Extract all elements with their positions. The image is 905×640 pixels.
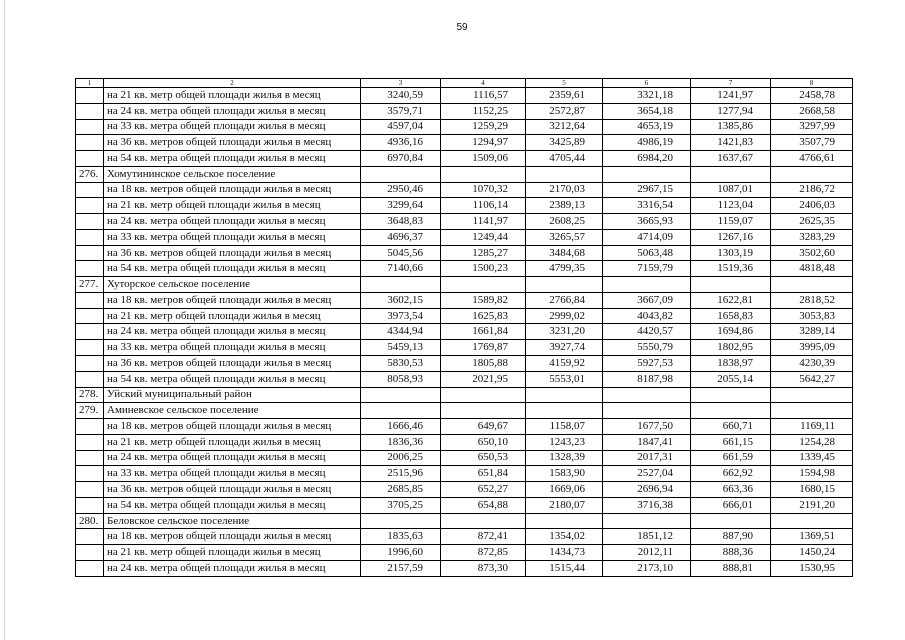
value-cell-col-8: 1369,51 — [771, 529, 853, 545]
row-number-cell — [76, 497, 104, 513]
value-cell-col-3: 2515,96 — [361, 466, 441, 482]
value-cell-col-3: 7140,66 — [361, 261, 441, 277]
value-cell-col-3: 4597,04 — [361, 119, 441, 135]
row-label-cell: на 24 кв. метра общей площади жилья в месяц — [104, 214, 361, 230]
row-number-cell — [76, 529, 104, 545]
value-cell-col-8 — [771, 277, 853, 293]
row-number-cell — [76, 450, 104, 466]
value-cell-col-4: 652,27 — [441, 482, 526, 498]
value-cell-col-4: 1116,57 — [441, 88, 526, 104]
value-cell-col-5: 2180,07 — [526, 497, 603, 513]
table-row — [76, 261, 853, 277]
column-header-1: 1 — [76, 79, 104, 88]
table-row — [76, 119, 853, 135]
value-cell-col-3 — [361, 277, 441, 293]
value-cell-col-4: 1769,87 — [441, 340, 526, 356]
row-number-cell — [76, 560, 104, 576]
row-number-cell: 277. — [76, 277, 104, 293]
row-number-cell — [76, 229, 104, 245]
value-cell-col-5: 2359,61 — [526, 88, 603, 104]
row-label-cell: на 54 кв. метра общей площади жилья в месяц — [104, 261, 361, 277]
value-cell-col-4 — [441, 166, 526, 182]
value-cell-col-4: 649,67 — [441, 419, 526, 435]
row-label-cell: на 54 кв. метра общей площади жилья в месяц — [104, 151, 361, 167]
value-cell-col-5: 3231,20 — [526, 324, 603, 340]
table-row — [76, 560, 853, 576]
table-row — [76, 324, 853, 340]
value-cell-col-5 — [526, 277, 603, 293]
value-cell-col-4 — [441, 387, 526, 403]
value-cell-col-6: 5550,79 — [603, 340, 691, 356]
value-cell-col-6: 4714,09 — [603, 229, 691, 245]
value-cell-col-3 — [361, 387, 441, 403]
value-cell-col-8: 2186,72 — [771, 182, 853, 198]
value-cell-col-6: 1847,41 — [603, 434, 691, 450]
value-cell-col-7: 661,59 — [691, 450, 771, 466]
value-cell-col-4 — [441, 403, 526, 419]
row-label-cell: на 33 кв. метра общей площади жилья в месяц — [104, 340, 361, 356]
section-row — [76, 277, 853, 293]
row-label-cell: на 18 кв. метров общей площади жилья в месяц — [104, 292, 361, 308]
table-row — [76, 103, 853, 119]
value-cell-col-8: 1594,98 — [771, 466, 853, 482]
row-number-cell: 278. — [76, 387, 104, 403]
value-cell-col-5: 3927,74 — [526, 340, 603, 356]
value-cell-col-3: 1666,46 — [361, 419, 441, 435]
value-cell-col-8: 1254,28 — [771, 434, 853, 450]
value-cell-col-4: 872,41 — [441, 529, 526, 545]
value-cell-col-5: 1328,39 — [526, 450, 603, 466]
column-number-header-row — [76, 79, 853, 88]
table-row — [76, 340, 853, 356]
row-number-cell: 280. — [76, 513, 104, 529]
value-cell-col-7 — [691, 403, 771, 419]
value-cell-col-8: 1169,11 — [771, 419, 853, 435]
column-header-8: 8 — [771, 79, 853, 88]
value-cell-col-6: 5927,53 — [603, 356, 691, 372]
row-number-cell — [76, 545, 104, 561]
value-cell-col-7 — [691, 166, 771, 182]
value-cell-col-7 — [691, 277, 771, 293]
value-cell-col-8: 2818,52 — [771, 292, 853, 308]
row-number-cell — [76, 356, 104, 372]
table-row — [76, 229, 853, 245]
value-cell-col-7: 1519,36 — [691, 261, 771, 277]
value-cell-col-7: 1694,86 — [691, 324, 771, 340]
value-cell-col-4: 1070,32 — [441, 182, 526, 198]
value-cell-col-8: 3502,60 — [771, 245, 853, 261]
value-cell-col-8: 1530,95 — [771, 560, 853, 576]
value-cell-col-5: 4159,92 — [526, 356, 603, 372]
value-cell-col-8: 4230,39 — [771, 356, 853, 372]
value-cell-col-4: 1805,88 — [441, 356, 526, 372]
table-row — [76, 466, 853, 482]
value-cell-col-5: 3265,57 — [526, 229, 603, 245]
row-number-cell — [76, 214, 104, 230]
row-number-cell — [76, 419, 104, 435]
row-label-cell: на 36 кв. метров общей площади жилья в месяц — [104, 135, 361, 151]
value-cell-col-6: 1851,12 — [603, 529, 691, 545]
value-cell-col-5 — [526, 387, 603, 403]
row-label-cell: на 33 кв. метра общей площади жилья в месяц — [104, 229, 361, 245]
value-cell-col-4: 1285,27 — [441, 245, 526, 261]
value-cell-col-8 — [771, 403, 853, 419]
value-cell-col-4: 2021,95 — [441, 371, 526, 387]
table-body — [76, 88, 853, 577]
section-title-cell: Аминевское сельское поселение — [104, 403, 361, 419]
value-cell-col-6 — [603, 387, 691, 403]
row-label-cell: на 21 кв. метр общей площади жилья в месяц — [104, 308, 361, 324]
value-cell-col-5: 4705,44 — [526, 151, 603, 167]
row-label-cell: на 24 кв. метра общей площади жилья в месяц — [104, 103, 361, 119]
value-cell-col-4: 1249,44 — [441, 229, 526, 245]
value-cell-col-3: 3602,15 — [361, 292, 441, 308]
value-cell-col-6: 4653,19 — [603, 119, 691, 135]
value-cell-col-4: 1500,23 — [441, 261, 526, 277]
table-row — [76, 198, 853, 214]
column-header-7: 7 — [691, 79, 771, 88]
table-row — [76, 497, 853, 513]
value-cell-col-5 — [526, 513, 603, 529]
value-cell-col-5: 1669,06 — [526, 482, 603, 498]
value-cell-col-6: 3654,18 — [603, 103, 691, 119]
row-number-cell — [76, 245, 104, 261]
row-label-cell: на 54 кв. метра общей площади жилья в месяц — [104, 497, 361, 513]
value-cell-col-5: 1515,44 — [526, 560, 603, 576]
column-header-4: 4 — [441, 79, 526, 88]
value-cell-col-7: 1277,94 — [691, 103, 771, 119]
value-cell-col-4: 1259,29 — [441, 119, 526, 135]
row-label-cell: на 18 кв. метров общей площади жилья в месяц — [104, 419, 361, 435]
column-header-2: 2 — [104, 79, 361, 88]
value-cell-col-3 — [361, 403, 441, 419]
value-cell-col-3: 4936,16 — [361, 135, 441, 151]
value-cell-col-6: 2967,15 — [603, 182, 691, 198]
value-cell-col-3: 2685,85 — [361, 482, 441, 498]
table-row — [76, 292, 853, 308]
value-cell-col-6: 6984,20 — [603, 151, 691, 167]
value-cell-col-3: 2950,46 — [361, 182, 441, 198]
row-label-cell: на 21 кв. метр общей площади жилья в месяц — [104, 198, 361, 214]
value-cell-col-4: 873,30 — [441, 560, 526, 576]
value-cell-col-8: 3053,83 — [771, 308, 853, 324]
value-cell-col-4: 1661,84 — [441, 324, 526, 340]
value-cell-col-5: 1354,02 — [526, 529, 603, 545]
value-cell-col-5 — [526, 403, 603, 419]
table-row — [76, 482, 853, 498]
value-cell-col-6: 4420,57 — [603, 324, 691, 340]
section-row — [76, 513, 853, 529]
value-cell-col-7: 1303,19 — [691, 245, 771, 261]
value-cell-col-4: 650,10 — [441, 434, 526, 450]
value-cell-col-8: 1339,45 — [771, 450, 853, 466]
value-cell-col-7: 661,15 — [691, 434, 771, 450]
row-number-cell — [76, 151, 104, 167]
value-cell-col-5: 2389,13 — [526, 198, 603, 214]
value-cell-col-3: 3579,71 — [361, 103, 441, 119]
section-title-cell: Уйский муниципальный район — [104, 387, 361, 403]
value-cell-col-6 — [603, 166, 691, 182]
value-cell-col-8: 4766,61 — [771, 151, 853, 167]
value-cell-col-7: 1385,86 — [691, 119, 771, 135]
row-label-cell: на 36 кв. метров общей площади жилья в месяц — [104, 356, 361, 372]
row-label-cell: на 36 кв. метров общей площади жилья в месяц — [104, 482, 361, 498]
value-cell-col-4: 1294,97 — [441, 135, 526, 151]
value-cell-col-7 — [691, 513, 771, 529]
value-cell-col-6: 2012,11 — [603, 545, 691, 561]
section-title-cell: Хуторское сельское поселение — [104, 277, 361, 293]
table-row — [76, 245, 853, 261]
table-row — [76, 450, 853, 466]
value-cell-col-3: 3973,54 — [361, 308, 441, 324]
table-row — [76, 371, 853, 387]
value-cell-col-3: 3299,64 — [361, 198, 441, 214]
table-row — [76, 419, 853, 435]
value-cell-col-5: 1158,07 — [526, 419, 603, 435]
table-row — [76, 308, 853, 324]
value-cell-col-7: 1802,95 — [691, 340, 771, 356]
value-cell-col-3: 2006,25 — [361, 450, 441, 466]
row-number-cell — [76, 103, 104, 119]
value-cell-col-8 — [771, 166, 853, 182]
row-label-cell: на 54 кв. метра общей площади жилья в месяц — [104, 371, 361, 387]
value-cell-col-7: 663,36 — [691, 482, 771, 498]
value-cell-col-6: 3321,18 — [603, 88, 691, 104]
value-cell-col-6: 3665,93 — [603, 214, 691, 230]
value-cell-col-7: 888,81 — [691, 560, 771, 576]
row-label-cell: на 18 кв. метров общей площади жилья в месяц — [104, 182, 361, 198]
section-row — [76, 403, 853, 419]
value-cell-col-4 — [441, 277, 526, 293]
value-cell-col-5: 5553,01 — [526, 371, 603, 387]
value-cell-col-6: 4986,19 — [603, 135, 691, 151]
value-cell-col-7: 1658,83 — [691, 308, 771, 324]
value-cell-col-8: 2458,78 — [771, 88, 853, 104]
value-cell-col-6 — [603, 277, 691, 293]
value-cell-col-4: 1141,97 — [441, 214, 526, 230]
value-cell-col-3: 1836,36 — [361, 434, 441, 450]
value-cell-col-5: 1583,90 — [526, 466, 603, 482]
row-number-cell — [76, 198, 104, 214]
value-cell-col-7: 2055,14 — [691, 371, 771, 387]
row-number-cell — [76, 135, 104, 151]
row-number-cell — [76, 340, 104, 356]
table-row — [76, 214, 853, 230]
value-cell-col-5: 3212,64 — [526, 119, 603, 135]
value-cell-col-8: 3995,09 — [771, 340, 853, 356]
value-cell-col-6 — [603, 403, 691, 419]
value-cell-col-8: 1450,24 — [771, 545, 853, 561]
value-cell-col-3: 5045,56 — [361, 245, 441, 261]
value-cell-col-4: 651,84 — [441, 466, 526, 482]
column-header-3: 3 — [361, 79, 441, 88]
scan-edge-line — [4, 0, 5, 640]
value-cell-col-7: 660,71 — [691, 419, 771, 435]
value-cell-col-3: 3648,83 — [361, 214, 441, 230]
row-label-cell: на 24 кв. метра общей площади жилья в месяц — [104, 324, 361, 340]
value-cell-col-3 — [361, 166, 441, 182]
value-cell-col-4: 1509,06 — [441, 151, 526, 167]
value-cell-col-7: 1087,01 — [691, 182, 771, 198]
value-cell-col-5: 2766,84 — [526, 292, 603, 308]
price-table — [75, 78, 853, 577]
row-number-cell: 279. — [76, 403, 104, 419]
value-cell-col-6: 4043,82 — [603, 308, 691, 324]
value-cell-col-7: 888,36 — [691, 545, 771, 561]
value-cell-col-5: 4799,35 — [526, 261, 603, 277]
value-cell-col-8: 2668,58 — [771, 103, 853, 119]
section-row — [76, 166, 853, 182]
row-number-cell — [76, 119, 104, 135]
value-cell-col-4: 650,53 — [441, 450, 526, 466]
value-cell-col-7: 1421,83 — [691, 135, 771, 151]
row-number-cell — [76, 88, 104, 104]
value-cell-col-6: 1677,50 — [603, 419, 691, 435]
value-cell-col-7 — [691, 387, 771, 403]
value-cell-col-4: 654,88 — [441, 497, 526, 513]
value-cell-col-7: 666,01 — [691, 497, 771, 513]
value-cell-col-8: 2625,35 — [771, 214, 853, 230]
row-label-cell: на 33 кв. метра общей площади жилья в месяц — [104, 466, 361, 482]
value-cell-col-5: 3484,68 — [526, 245, 603, 261]
value-cell-col-8: 4818,48 — [771, 261, 853, 277]
value-cell-col-7: 887,90 — [691, 529, 771, 545]
value-cell-col-5: 2170,03 — [526, 182, 603, 198]
row-number-cell — [76, 292, 104, 308]
page-number: 59 — [456, 22, 468, 33]
value-cell-col-3: 3705,25 — [361, 497, 441, 513]
value-cell-col-6: 3716,38 — [603, 497, 691, 513]
value-cell-col-3: 5459,13 — [361, 340, 441, 356]
row-label-cell: на 36 кв. метров общей площади жилья в месяц — [104, 245, 361, 261]
value-cell-col-6: 7159,79 — [603, 261, 691, 277]
value-cell-col-3: 3240,59 — [361, 88, 441, 104]
column-header-6: 6 — [603, 79, 691, 88]
value-cell-col-3: 8058,93 — [361, 371, 441, 387]
value-cell-col-3: 1835,63 — [361, 529, 441, 545]
table-row — [76, 529, 853, 545]
row-number-cell — [76, 261, 104, 277]
value-cell-col-8: 1680,15 — [771, 482, 853, 498]
value-cell-col-6: 3667,09 — [603, 292, 691, 308]
column-header-5: 5 — [526, 79, 603, 88]
value-cell-col-3: 5830,53 — [361, 356, 441, 372]
value-cell-col-5: 1243,23 — [526, 434, 603, 450]
value-cell-col-3: 4696,37 — [361, 229, 441, 245]
value-cell-col-3: 6970,84 — [361, 151, 441, 167]
table-row — [76, 88, 853, 104]
value-cell-col-6: 3316,54 — [603, 198, 691, 214]
value-cell-col-4: 1152,25 — [441, 103, 526, 119]
value-cell-col-8: 3507,79 — [771, 135, 853, 151]
value-cell-col-4: 1589,82 — [441, 292, 526, 308]
value-cell-col-7: 1123,04 — [691, 198, 771, 214]
row-number-cell — [76, 434, 104, 450]
table-row — [76, 356, 853, 372]
row-label-cell: на 24 кв. метра общей площади жилья в месяц — [104, 560, 361, 576]
row-label-cell: на 33 кв. метра общей площади жилья в месяц — [104, 119, 361, 135]
value-cell-col-7: 662,92 — [691, 466, 771, 482]
value-cell-col-8: 2191,20 — [771, 497, 853, 513]
value-cell-col-3: 4344,94 — [361, 324, 441, 340]
value-cell-col-7: 1838,97 — [691, 356, 771, 372]
value-cell-col-3: 1996,60 — [361, 545, 441, 561]
value-cell-col-5 — [526, 166, 603, 182]
value-cell-col-4: 1106,14 — [441, 198, 526, 214]
value-cell-col-8 — [771, 513, 853, 529]
section-title-cell: Хомутининское сельское поселение — [104, 166, 361, 182]
value-cell-col-4: 872,85 — [441, 545, 526, 561]
value-cell-col-5: 2999,02 — [526, 308, 603, 324]
row-label-cell: на 18 кв. метров общей площади жилья в месяц — [104, 529, 361, 545]
value-cell-col-3 — [361, 513, 441, 529]
row-number-cell — [76, 182, 104, 198]
value-cell-col-6: 8187,98 — [603, 371, 691, 387]
value-cell-col-3: 2157,59 — [361, 560, 441, 576]
value-cell-col-8: 2406,03 — [771, 198, 853, 214]
value-cell-col-6: 2173,10 — [603, 560, 691, 576]
row-label-cell: на 21 кв. метр общей площади жилья в месяц — [104, 545, 361, 561]
section-row — [76, 387, 853, 403]
value-cell-col-8: 3283,29 — [771, 229, 853, 245]
value-cell-col-8: 3297,99 — [771, 119, 853, 135]
row-number-cell — [76, 466, 104, 482]
value-cell-col-7: 1159,07 — [691, 214, 771, 230]
value-cell-col-4 — [441, 513, 526, 529]
row-number-cell — [76, 324, 104, 340]
table-row — [76, 545, 853, 561]
table-row — [76, 135, 853, 151]
row-number-cell — [76, 308, 104, 324]
row-number-cell: 276. — [76, 166, 104, 182]
value-cell-col-6: 2527,04 — [603, 466, 691, 482]
value-cell-col-8: 3289,14 — [771, 324, 853, 340]
value-cell-col-5: 1434,73 — [526, 545, 603, 561]
value-cell-col-6: 2696,94 — [603, 482, 691, 498]
value-cell-col-8 — [771, 387, 853, 403]
value-cell-col-6: 2017,31 — [603, 450, 691, 466]
value-cell-col-7: 1637,67 — [691, 151, 771, 167]
value-cell-col-7: 1241,97 — [691, 88, 771, 104]
row-label-cell: на 24 кв. метра общей площади жилья в месяц — [104, 450, 361, 466]
value-cell-col-5: 2572,87 — [526, 103, 603, 119]
value-cell-col-4: 1625,83 — [441, 308, 526, 324]
value-cell-col-6: 5063,48 — [603, 245, 691, 261]
value-cell-col-7: 1622,81 — [691, 292, 771, 308]
table-row — [76, 434, 853, 450]
section-title-cell: Беловское сельское поселение — [104, 513, 361, 529]
row-label-cell: на 21 кв. метр общей площади жилья в месяц — [104, 434, 361, 450]
value-cell-col-5: 3425,89 — [526, 135, 603, 151]
value-cell-col-7: 1267,16 — [691, 229, 771, 245]
value-cell-col-8: 5642,27 — [771, 371, 853, 387]
value-cell-col-6 — [603, 513, 691, 529]
table-row — [76, 151, 853, 167]
table-row — [76, 182, 853, 198]
row-number-cell — [76, 371, 104, 387]
value-cell-col-5: 2608,25 — [526, 214, 603, 230]
row-label-cell: на 21 кв. метр общей площади жилья в месяц — [104, 88, 361, 104]
row-number-cell — [76, 482, 104, 498]
